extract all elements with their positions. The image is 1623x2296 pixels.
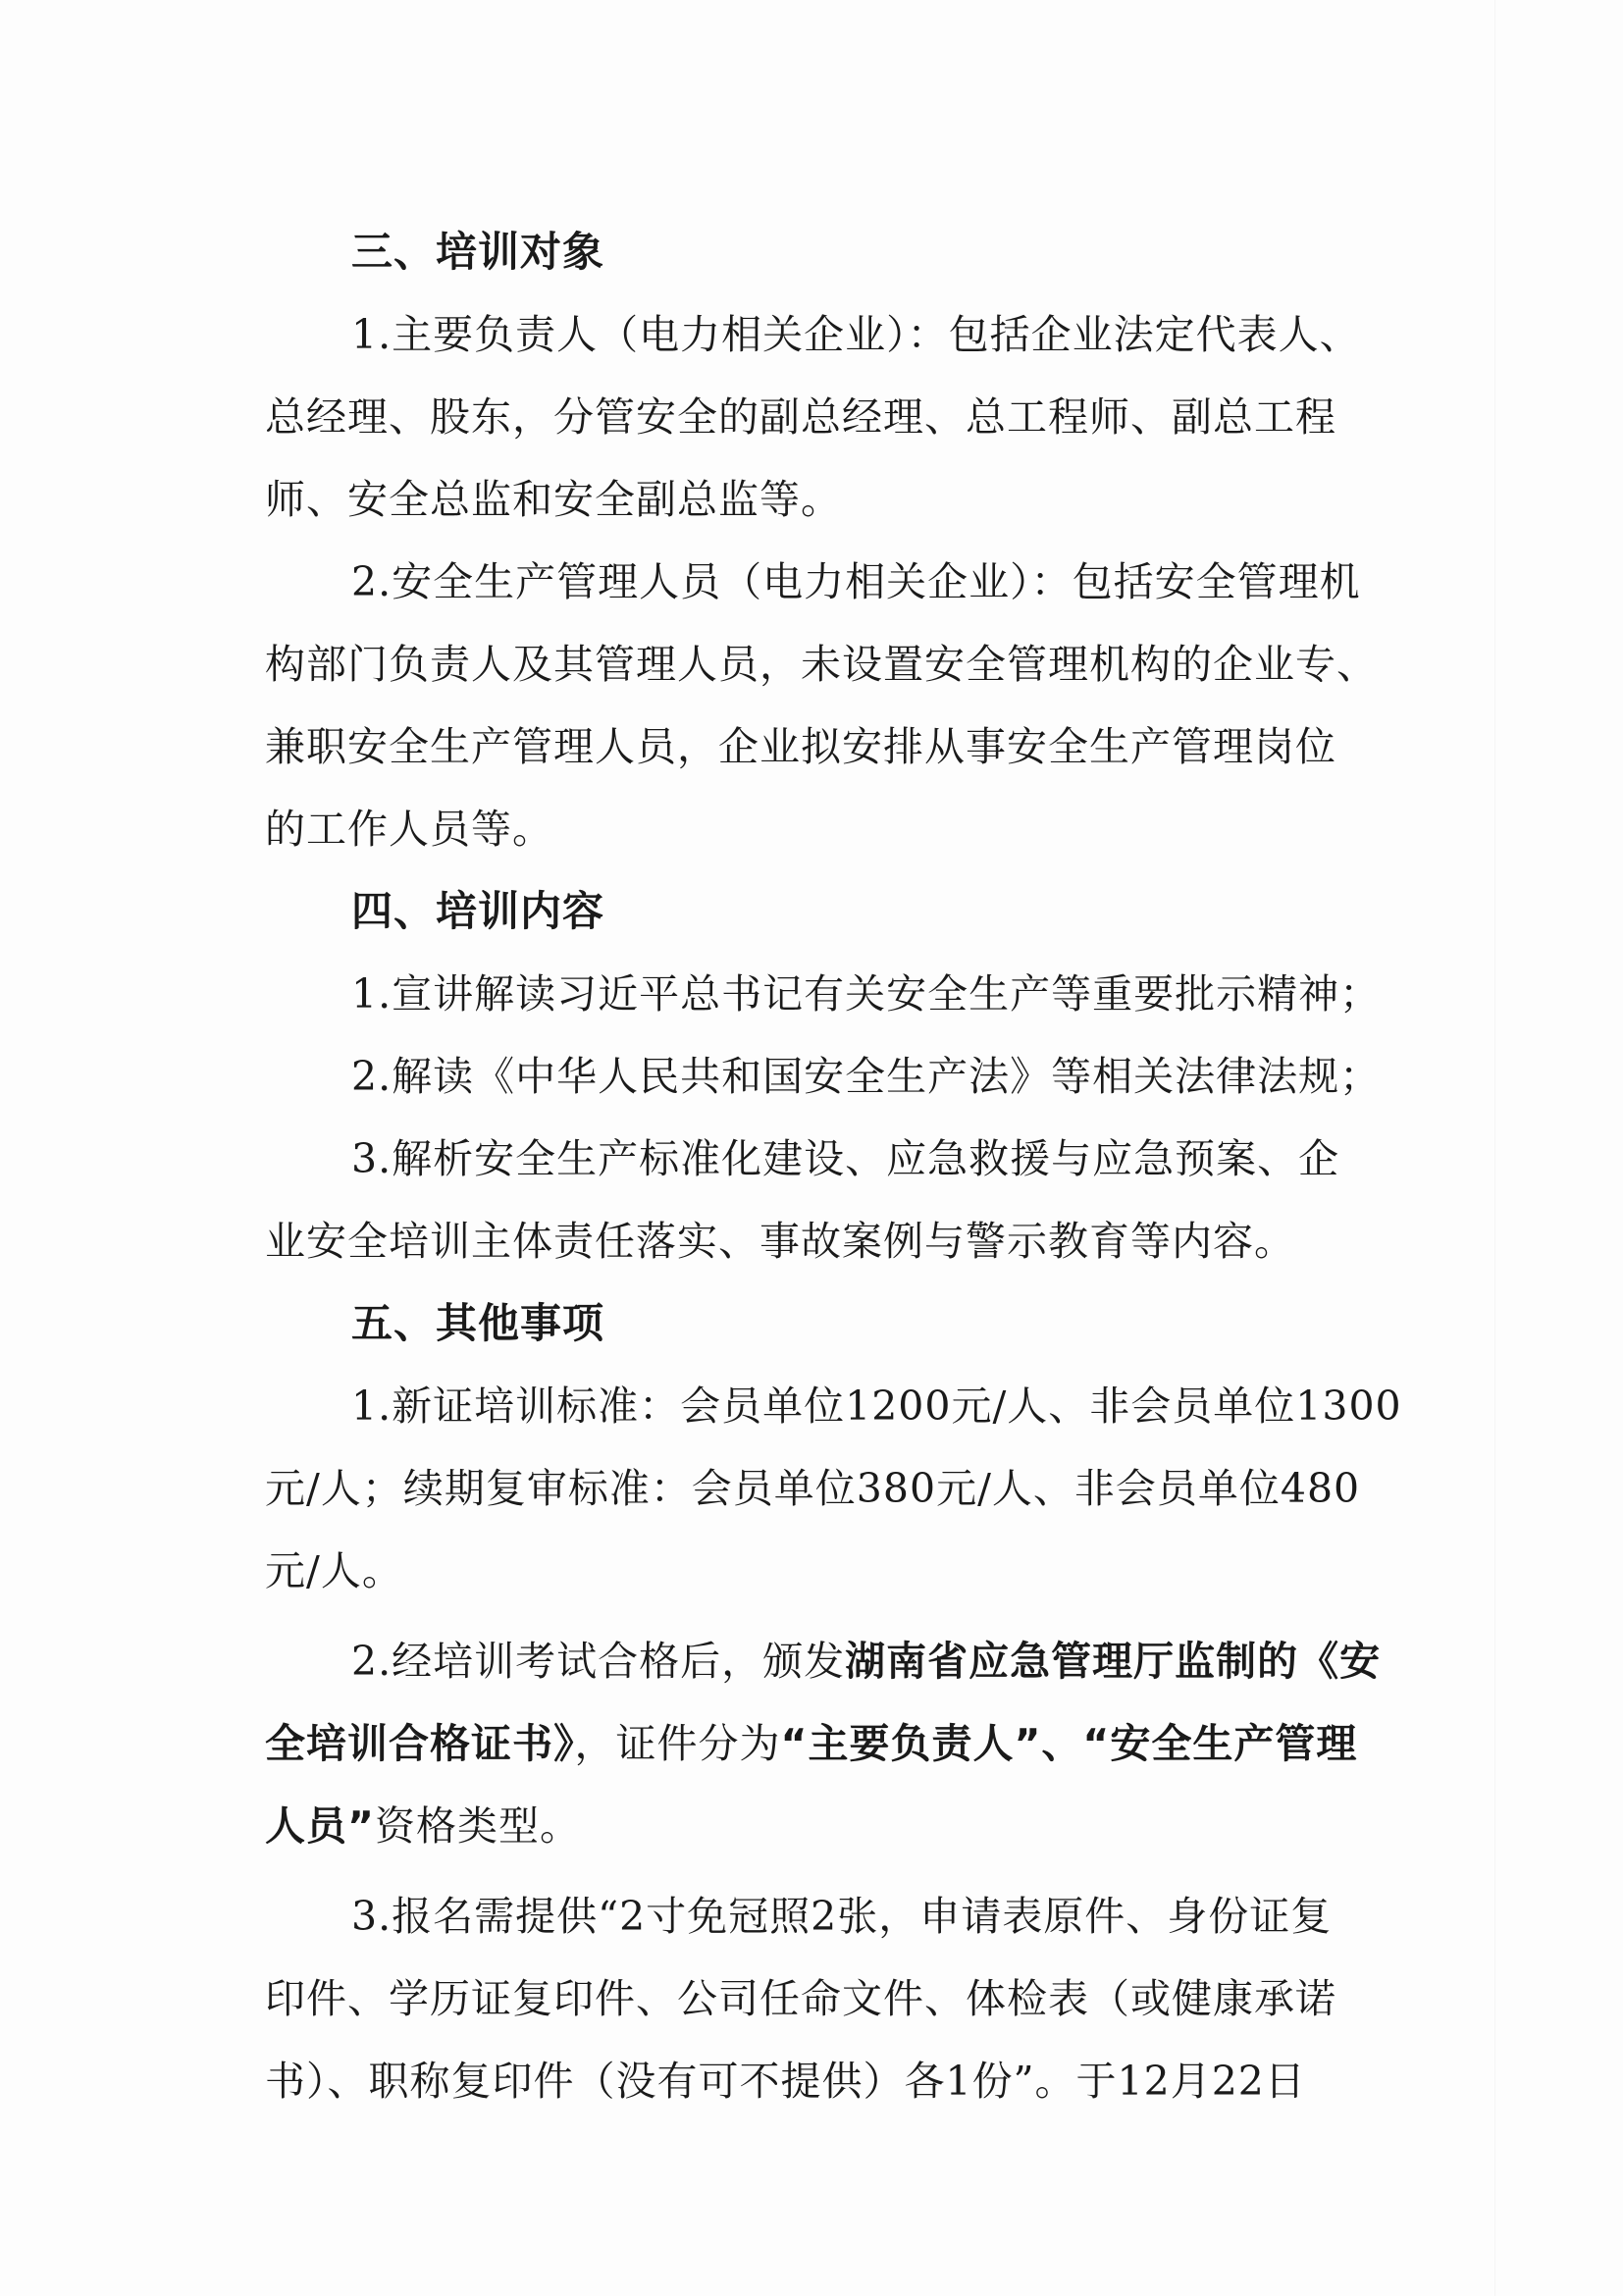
paragraph-line: 的工作人员等。: [265, 806, 553, 853]
paragraph-line: 印件、学历证复印件、公司任命文件、体检表（或健康承诺: [265, 1975, 1336, 2022]
paragraph-line: 1.新证培训标准：会员单位1200元/人、非会员单位1300: [351, 1383, 1402, 1430]
paragraph-line: 2.安全生产管理人员（电力相关企业）：包括安全管理机: [351, 558, 1361, 605]
paragraph-line: 1.主要负责人（电力相关企业）：包括企业法定代表人、: [351, 311, 1361, 358]
paragraph-line: 书）、职称复印件（没有可不提供）各1份”。于12月22日: [265, 2058, 1306, 2105]
text-run: 资格类型。: [374, 1802, 581, 1850]
paragraph-line: [265, 1702, 1423, 1785]
paragraph-line: 2.解读《中华人民共和国安全生产法》等相关法律法规；: [351, 1053, 1382, 1100]
paragraph-line: 师、安全总监和安全副总监等。: [265, 476, 842, 523]
section-heading-other-matters: 五、其他事项: [351, 1299, 605, 1347]
paragraph-line: 元/人；续期复审标准：会员单位380元/人、非会员单位480: [265, 1465, 1361, 1512]
text-run: 2.经培训考试合格后，颁发: [351, 1638, 846, 1685]
section-heading-training-targets: 三、培训对象: [351, 228, 605, 276]
paragraph-line: 3.报名需提供“2寸免冠照2张，申请表原件、身份证复: [351, 1893, 1333, 1940]
paragraph-line: [265, 1620, 1423, 1702]
paragraph-line: 总经理、股东，分管安全的副总经理、总工程师、副总工程: [265, 393, 1336, 441]
paragraph-gap: [265, 1867, 1423, 1875]
paragraph-line: 兼职安全生产管理人员，企业拟安排从事安全生产管理岗位: [265, 723, 1336, 770]
paragraph-line: 构部门负责人及其管理人员，未设置安全管理机构的企业专、: [265, 641, 1378, 688]
paragraph-line: 3.解析安全生产标准化建设、应急救援与应急预案、企: [351, 1135, 1340, 1182]
bold-text-run: “主要负责人”、“安全生产管理: [780, 1720, 1358, 1767]
paragraph-line: 业安全培训主体责任落实、事故案例与警示教育等内容。: [265, 1218, 1295, 1265]
document-body: [265, 211, 1423, 2122]
section-heading-training-content: 四、培训内容: [351, 887, 605, 935]
bold-text-run: 湖南省应急管理厅监制的《安: [845, 1638, 1382, 1685]
bold-text-run: 人员”: [265, 1802, 375, 1850]
paragraph-gap: [265, 1612, 1423, 1620]
paragraph-line: 元/人。: [265, 1547, 403, 1594]
bold-text-run: 全培训合格证书》: [265, 1720, 575, 1767]
text-run: ，证件分为: [574, 1720, 781, 1767]
paragraph-line: [265, 1785, 1423, 1867]
paragraph-line: 1.宣讲解读习近平总书记有关安全生产等重要批示精神；: [351, 970, 1382, 1018]
scan-edge-shadow: [1494, 0, 1495, 2296]
